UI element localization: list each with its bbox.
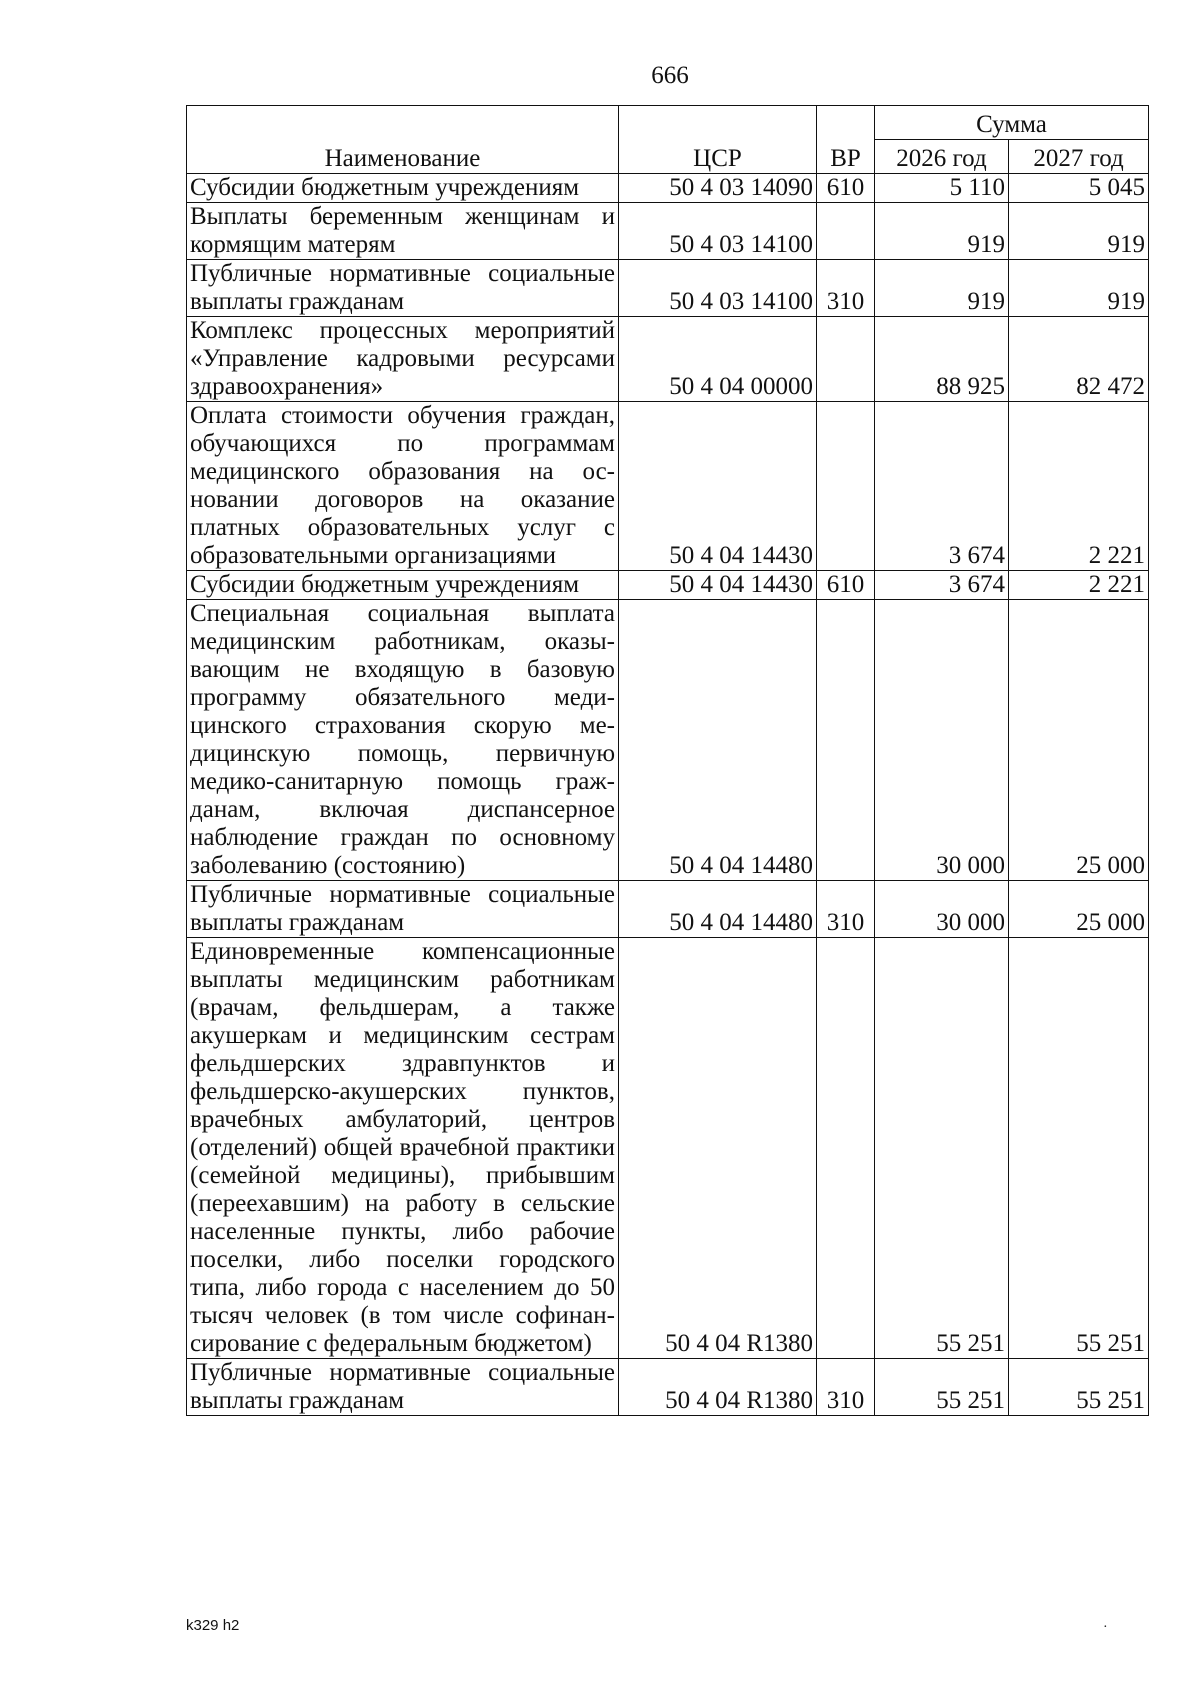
- row-amount-2027: 82 472: [1009, 317, 1149, 402]
- table-row: [187, 938, 1149, 1359]
- row-amount-2026: 88 925: [875, 317, 1009, 402]
- row-vr: [817, 938, 875, 1359]
- row-name: Публичные нормативные социальные выплаты гражданам: [187, 881, 619, 938]
- row-amount-2027: 55 251: [1009, 1359, 1149, 1416]
- footer-code: k329 h2: [186, 1617, 240, 1634]
- budget-table: [186, 105, 1149, 1416]
- row-amount-2026: 919: [875, 260, 1009, 317]
- row-vr: 310: [817, 881, 875, 938]
- row-amount-2027: 25 000: [1009, 600, 1149, 881]
- row-amount-2027: 25 000: [1009, 881, 1149, 938]
- row-vr: 610: [817, 174, 875, 203]
- row-amount-2027: 2 221: [1009, 402, 1149, 571]
- row-amount-2026: 919: [875, 203, 1009, 260]
- row-csr: 50 4 04 R1380: [619, 1359, 817, 1416]
- table-row: [187, 600, 1149, 881]
- table-row: [187, 260, 1149, 317]
- header-name: Наименование: [187, 106, 619, 174]
- row-name: Единовременные компенсационные выплаты медицинским работникам (врачам, фельдшерам, а также акушеркам и медицинским сестрам фельдшерских здравпунктов и фельдшерско-акушерских пунктов, врачебных амбулаторий, центров (отделений) общей врачебной практики (семейной медицины), прибывшим (переехавшим) на работу в сельские населенные пункты, либо рабочие поселки, либо поселки городского типа, либо города с населением до 50 тысяч человек (в том числе софинансирование с федеральным бюджетом): [187, 938, 619, 1359]
- header-sum: Сумма: [875, 106, 1149, 140]
- row-amount-2026: 30 000: [875, 881, 1009, 938]
- row-amount-2027: 5 045: [1009, 174, 1149, 203]
- row-vr: 310: [817, 1359, 875, 1416]
- row-amount-2026: 5 110: [875, 174, 1009, 203]
- row-amount-2026: 3 674: [875, 402, 1009, 571]
- row-vr: [817, 317, 875, 402]
- row-name: Выплаты беременным женщинам и кормящим матерям: [187, 203, 619, 260]
- row-csr: 50 4 04 14430: [619, 571, 817, 600]
- table-row: [187, 174, 1149, 203]
- header-year-2027: 2027 год: [1009, 140, 1149, 174]
- row-csr: 50 4 03 14090: [619, 174, 817, 203]
- row-csr: 50 4 04 00000: [619, 317, 817, 402]
- row-csr: 50 4 04 R1380: [619, 938, 817, 1359]
- row-vr: [817, 600, 875, 881]
- row-amount-2026: 30 000: [875, 600, 1009, 881]
- row-vr: 610: [817, 571, 875, 600]
- row-name: Субсидии бюджетным учреждениям: [187, 571, 619, 600]
- table-row: [187, 203, 1149, 260]
- row-name: Специальная социальная выплата медицинским работникам, оказывающим не входящую в базовую программу обязательного медицинского страхования скорую медицинскую помощь, первичную медико-санитарную помощь гражданам, включая диспансерное наблюдение граждан по основному заболеванию (состоянию): [187, 600, 619, 881]
- table-row: [187, 317, 1149, 402]
- page-number: 666: [651, 62, 689, 89]
- row-vr: [817, 402, 875, 571]
- footer-mark: ·: [1103, 1620, 1108, 1635]
- table-row: [187, 402, 1149, 571]
- row-amount-2027: 919: [1009, 203, 1149, 260]
- header-vr: ВР: [817, 106, 875, 174]
- row-amount-2026: 3 674: [875, 571, 1009, 600]
- table-row: [187, 881, 1149, 938]
- header-row: [187, 106, 1149, 140]
- row-csr: 50 4 03 14100: [619, 203, 817, 260]
- row-name: Оплата стоимости обучения граждан, обучающихся по программам медицинского образования на основании договоров на оказание платных образовательных услуг с образовательными организациями: [187, 402, 619, 571]
- header-csr: ЦСР: [619, 106, 817, 174]
- row-amount-2027: 919: [1009, 260, 1149, 317]
- row-vr: [817, 203, 875, 260]
- row-csr: 50 4 04 14480: [619, 600, 817, 881]
- row-name: Публичные нормативные социальные выплаты гражданам: [187, 1359, 619, 1416]
- row-csr: 50 4 04 14480: [619, 881, 817, 938]
- row-amount-2026: 55 251: [875, 938, 1009, 1359]
- row-vr: 310: [817, 260, 875, 317]
- row-csr: 50 4 03 14100: [619, 260, 817, 317]
- row-amount-2027: 2 221: [1009, 571, 1149, 600]
- table-row: [187, 571, 1149, 600]
- row-amount-2027: 55 251: [1009, 938, 1149, 1359]
- row-name: Субсидии бюджетным учреждениям: [187, 174, 619, 203]
- row-csr: 50 4 04 14430: [619, 402, 817, 571]
- row-name: Публичные нормативные социальные выплаты гражданам: [187, 260, 619, 317]
- row-amount-2026: 55 251: [875, 1359, 1009, 1416]
- table-row: [187, 1359, 1149, 1416]
- row-name: Комплекс процессных мероприятий «Управление кадровыми ресурсами здравоохранения»: [187, 317, 619, 402]
- header-year-2026: 2026 год: [875, 140, 1009, 174]
